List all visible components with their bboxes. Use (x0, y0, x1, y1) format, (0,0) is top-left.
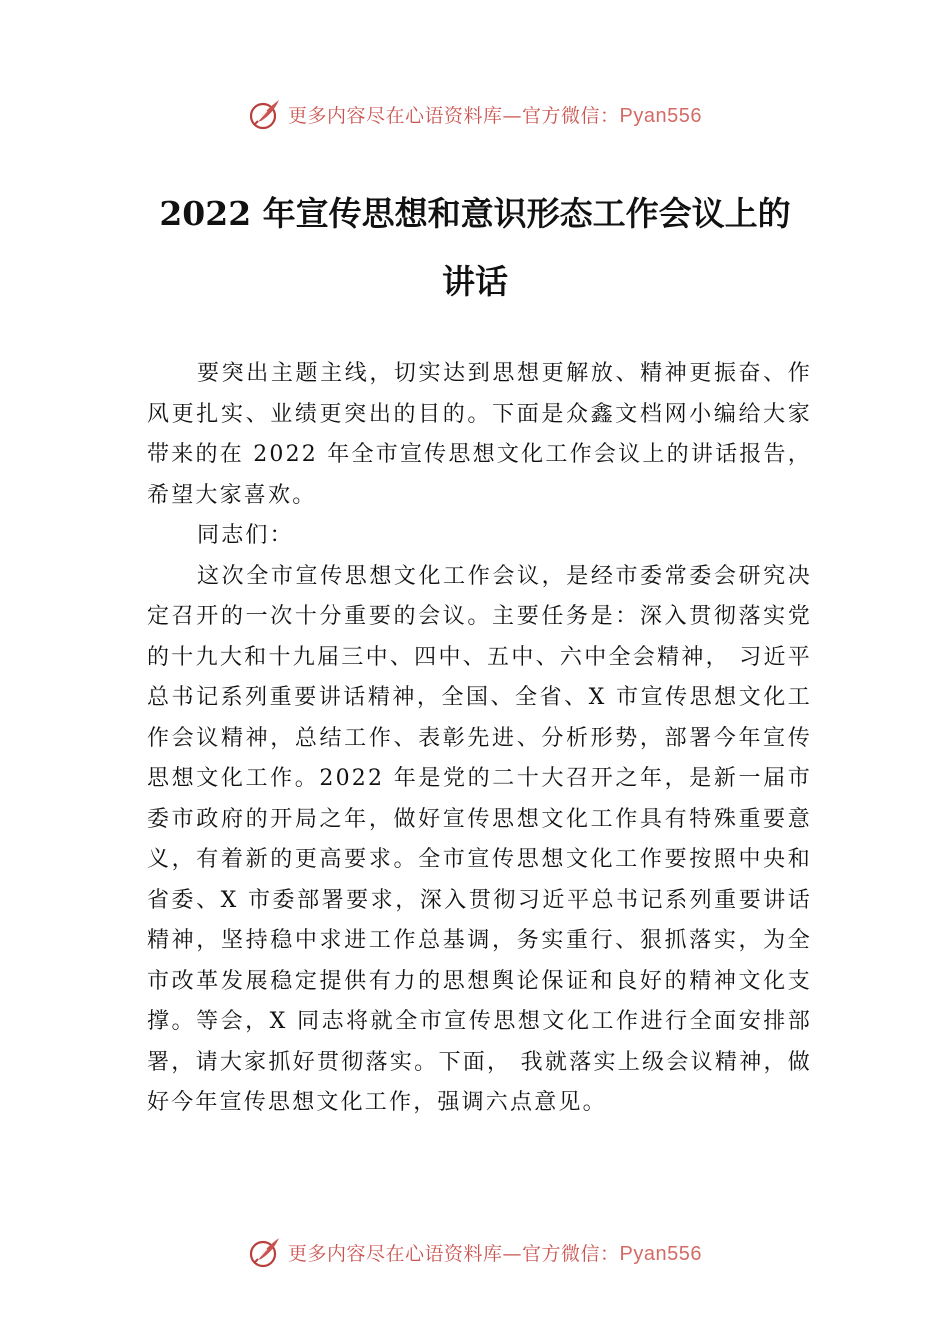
paragraph-salutation: 同志们： (197, 523, 294, 548)
banner-text (288, 1239, 702, 1266)
wechat-id: Pyan556 (619, 104, 702, 127)
document-title (0, 180, 950, 316)
title-line-2: 讲话 (442, 262, 508, 301)
header-banner (0, 92, 950, 136)
paragraph-main: 这次全市宣传思想文化工作会议，是经市委常委会研究决定召开的一次十分重要的会议。主要任务是：深入贯彻落实党的十九大和十九届三中、四中、五中、六中全会精神， 习近平总书记系列重要讲话精神，全国、全省、X 市宣传思想文化工作会议精神，总结工作、表彰先进、分析形势，部署今年宣传思想文化工作。2022 年是党的二十大召开之年，是新一届市委市政府的开局之年，做好宣传思想文化工作具有特殊重要意义，有着新的更高要求。全市宣传思想文化工作要按照中央和省委、X 市委部署要求，深入贯彻习近平总书记系列重要讲话精神，坚持稳中求进工作总基调，务实重行、狠抓落实，为全市改革发展稳定提供有力的思想舆论保证和良好的精神文化支撑。等会，X 同志将就全市宣传思想文化工作进行全面安排部署，请大家抓好贯彻落实。下面， 我就落实上级会议精神，做好今年宣传思想文化工作，强调六点意见。 (147, 563, 812, 1115)
document-body (147, 354, 812, 1124)
footer-banner (0, 1230, 950, 1274)
wechat-id: Pyan556 (619, 1242, 702, 1265)
banner-text (288, 101, 702, 128)
banner-slogan: 更多内容尽在心语资料库—官方微信： (288, 104, 620, 127)
quill-pen-logo-icon (248, 97, 282, 131)
title-line-1: 2022 年宣传思想和意识形态工作会议上的 (159, 194, 791, 233)
paragraph-intro: 要突出主题主线，切实达到思想更解放、精神更振奋、作风更扎实、业绩更突出的目的。下面是众鑫文档网小编给大家带来的在 2022 年全市宣传思想文化工作会议上的讲话报告，希望大家喜欢。 (147, 361, 812, 508)
quill-pen-logo-icon (248, 1235, 282, 1269)
banner-slogan: 更多内容尽在心语资料库—官方微信： (288, 1242, 620, 1265)
